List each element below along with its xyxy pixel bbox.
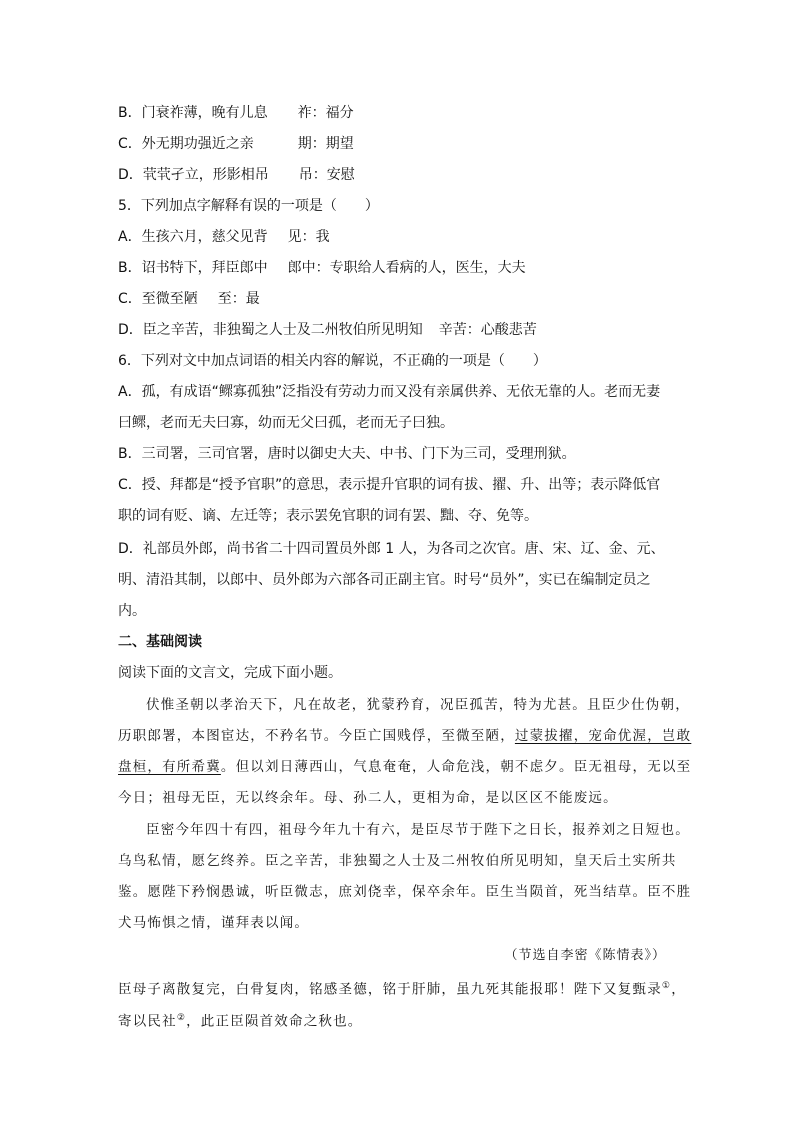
passage-p1-line1: 伏惟圣朝以孝治天下，凡在故老，犹蒙矜育，况臣孤苦，特为尤甚。且臣少仕伪朝， <box>146 697 690 713</box>
passage-text: 臣母子离散复完，白骨复肉，铭感圣德，铭于肝肺，虽九死其能报耶！陛下又复甄录 <box>118 981 662 998</box>
option-gloss: 至：最 <box>217 291 260 307</box>
underlined-phrase: 过蒙拔擢，宠命优渥，岂敢 <box>514 728 692 744</box>
passage-p3-line1 <box>118 976 686 1000</box>
passage-p2-line3: 鉴。愿陛下矜悯愚诚，听臣微志，庶刘侥幸，保卒余年。臣生当陨首，死当结草。臣不胜 <box>118 884 692 900</box>
passage-text: 。但以刘日薄西山，气息奄奄，人命危浅，朝不虑夕。臣无祖母，无以至 <box>220 759 692 775</box>
q5-option-a <box>118 227 330 247</box>
passage-p1-line2 <box>118 726 691 746</box>
passage-p2-line2: 乌鸟私情，愿乞终养。臣之辛苦，非独蜀之人士及二州牧伯所见明知，皇天后土实所共 <box>118 853 677 869</box>
option-text: D．茕茕孑立，形影相吊 <box>118 167 269 183</box>
option-gloss: 祚：福分 <box>297 105 354 121</box>
q6-stem: 6．下列对文中加点词语的相关内容的解说，不正确的一项是（ ） <box>118 353 547 369</box>
section-instruction: 阅读下面的文言文，完成下面小题。 <box>118 665 342 681</box>
passage-text: 寄以民社 <box>118 1013 177 1030</box>
passage-p1-line4: 今日；祖母无臣，无以终余年。母、孙二人，更相为命，是以区区不能废远。 <box>118 790 618 806</box>
option-text: C．至微至陋 <box>118 291 198 307</box>
option-text: B．诏书特下，拜臣郎中 <box>118 260 268 276</box>
q6-option-d-line3: 内。 <box>118 603 146 619</box>
q5-option-c <box>118 289 260 309</box>
option-text: A．生孩六月，慈父见背 <box>118 229 268 245</box>
section-heading: 二、基础阅读 <box>118 634 202 650</box>
q5-option-b <box>118 258 526 278</box>
q4-option-d <box>118 165 355 185</box>
q5-stem: 5．下列加点字解释有误的一项是（ ） <box>118 198 379 214</box>
passage-p2-line4: 犬马怖惧之情，谨拜表以闻。 <box>118 915 310 931</box>
q6-option-b: B．三司署，三司官署，唐时以御史大夫、中书、门下为三司，受理刑狱。 <box>118 446 576 462</box>
passage-p3-line2 <box>118 1008 363 1032</box>
q6-option-d-line1: D．礼部员外郎，尚书省二十四司置员外郎 1 人，为各司之次官。唐、宋、辽、金、元、 <box>118 541 665 557</box>
footnote-mark: ② <box>176 1013 187 1023</box>
q6-option-c-line2: 职的词有贬、谪、左迁等；表示罢免官职的词有罢、黜、夺、免等。 <box>118 508 538 524</box>
option-text: D．臣之辛苦，非独蜀之人士及二州牧伯所见明知 <box>118 322 423 338</box>
q6-option-c-line1: C．授、拜都是“授予官职”的意思，表示提升官职的词有拔、擢、升、出等；表示降低官 <box>118 477 661 493</box>
option-text: B．门衰祚薄，晚有儿息 <box>118 105 268 121</box>
option-gloss: 辛苦：心酸悲苦 <box>438 322 537 338</box>
option-gloss: 期：期望 <box>297 136 354 152</box>
passage-text: ，此正臣陨首效命之秋也。 <box>186 1013 363 1030</box>
underlined-phrase: 盘桓，有所希冀 <box>118 759 221 775</box>
passage-text: 历职郎署，本图宦达，不矜名节。今臣亡国贱俘，至微至陋， <box>118 728 515 744</box>
passage-text: ， <box>671 981 686 998</box>
option-gloss: 郎中：专职给人看病的人，医生，大夫 <box>287 260 526 276</box>
q6-option-d-line2: 明、清沿其制，以郎中、员外郎为六部各司正副主官。时号“员外”，实已在编制定员之 <box>118 572 651 588</box>
q6-option-a-line2: 曰鳏，老而无夫曰寡，幼而无父曰孤，老而无子曰独。 <box>118 415 454 431</box>
option-gloss: 见：我 <box>287 229 330 245</box>
passage-p1-line3 <box>118 757 691 777</box>
passage-source: （节选自李密《陈情表》） <box>504 948 666 963</box>
footnote-mark: ① <box>661 981 672 991</box>
q4-option-b <box>118 103 354 123</box>
q4-option-c <box>118 134 354 154</box>
q6-option-a-line1: A．孤，有成语“鳏寡孤独”泛指没有劳动力而又没有亲属供养、无依无靠的人。老而无妻 <box>118 384 661 400</box>
passage-p2-line1: 臣密今年四十有四，祖母今年九十有六，是臣尽节于陛下之日长，报养刘之日短也。 <box>146 822 690 838</box>
option-text: C．外无期功强近之亲 <box>118 136 254 152</box>
option-gloss: 吊：安慰 <box>298 167 355 183</box>
q5-option-d <box>118 320 537 340</box>
